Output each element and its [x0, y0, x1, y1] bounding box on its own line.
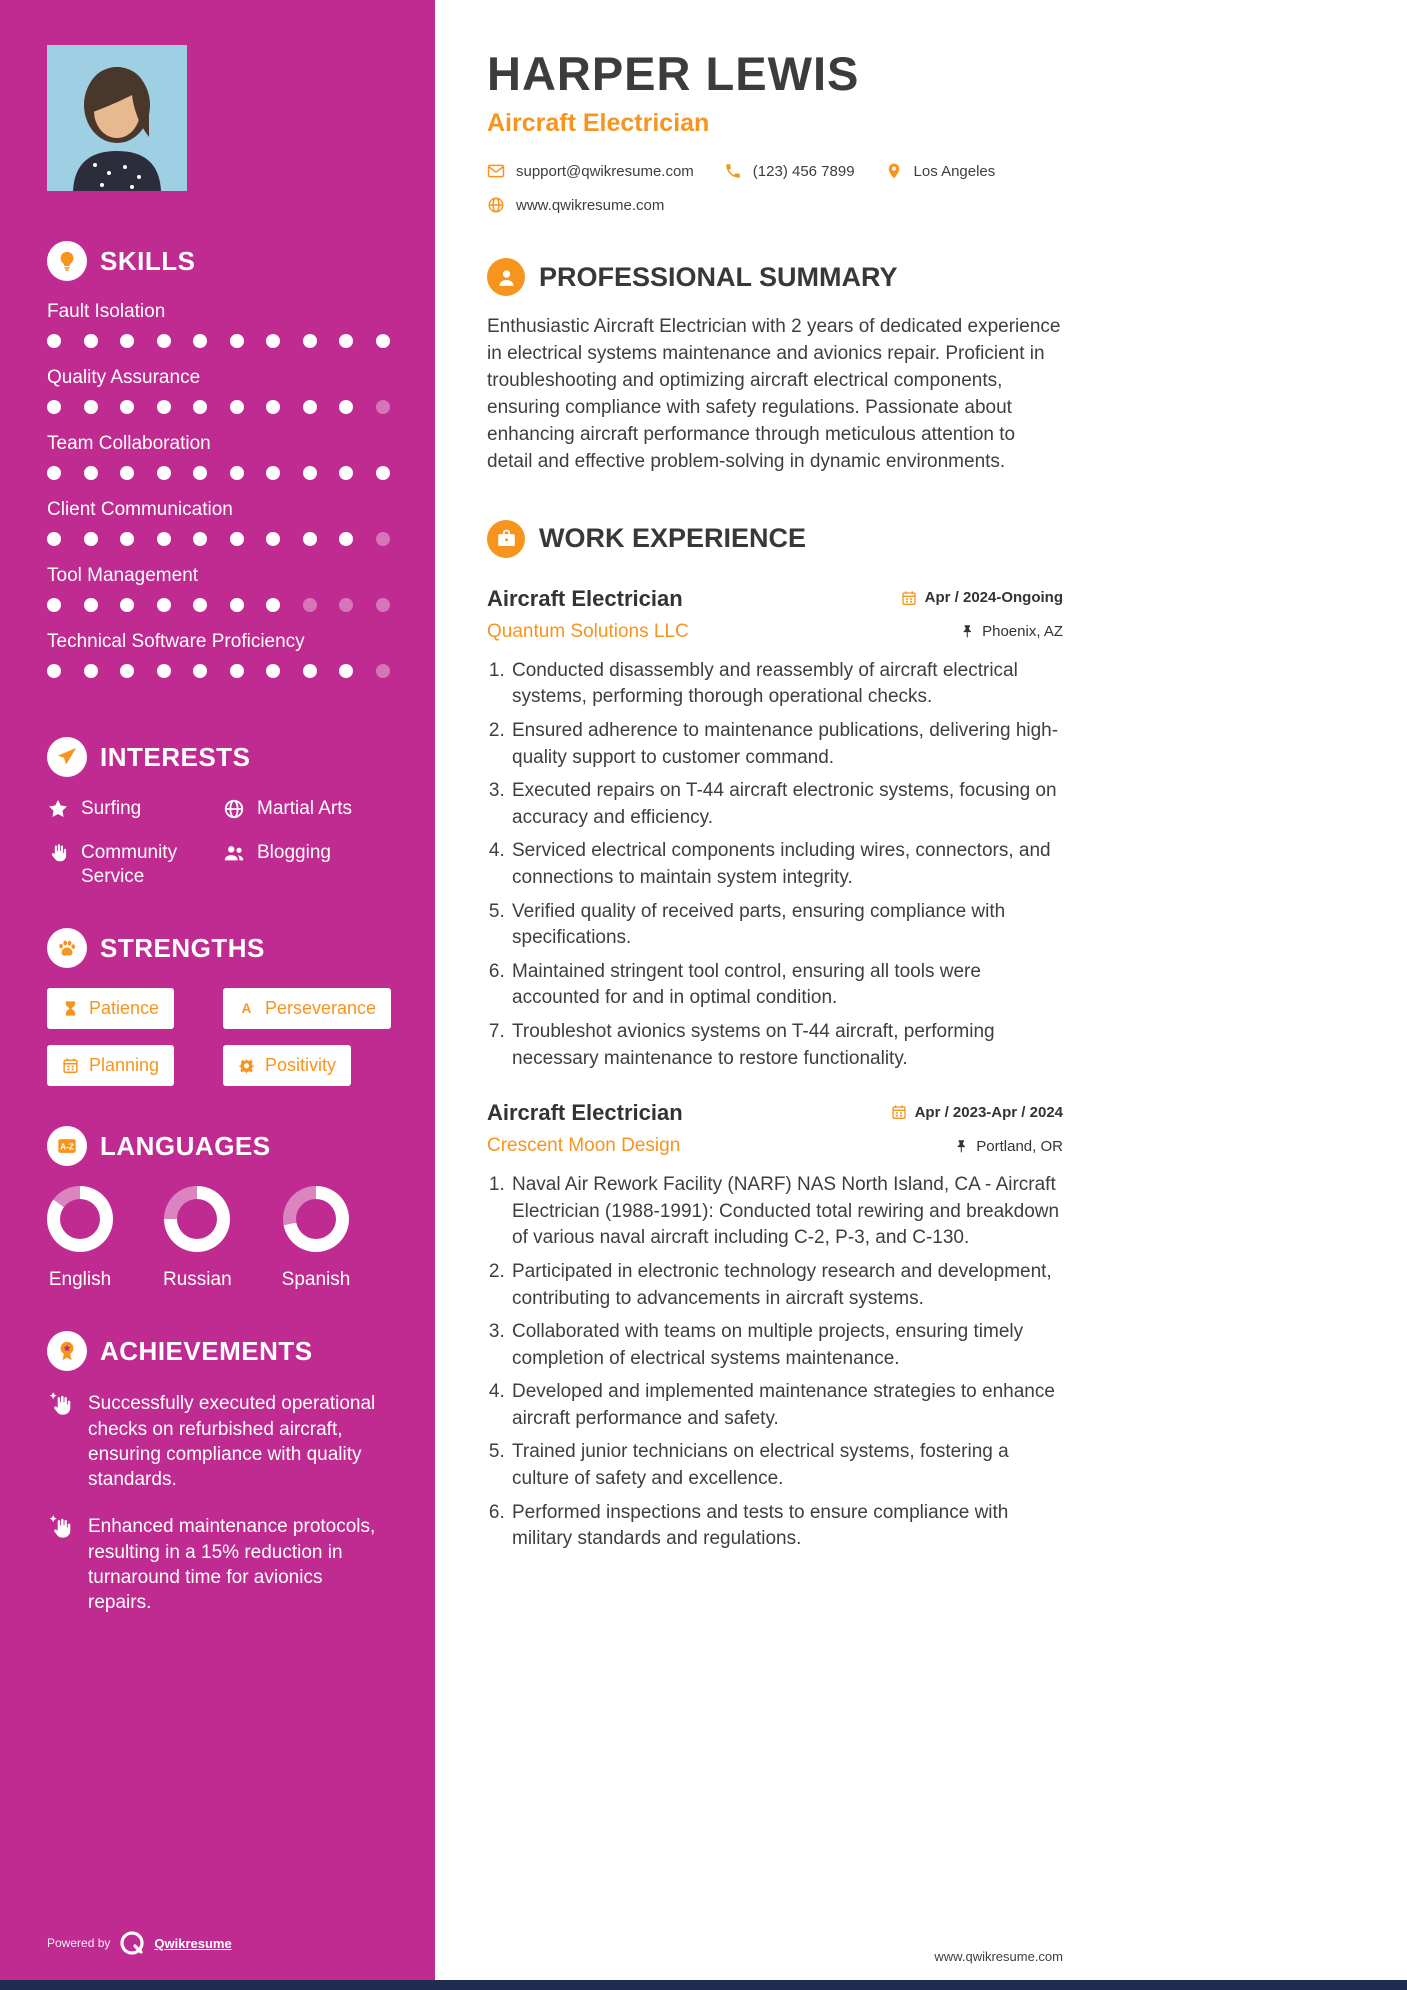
skill-dot — [339, 334, 353, 348]
achievements-list — [47, 1391, 391, 1615]
paper-plane-icon — [47, 737, 87, 777]
skill-item — [47, 565, 391, 612]
skill-dot — [193, 466, 207, 480]
users-icon — [223, 842, 245, 864]
languages-section — [47, 1126, 391, 1291]
skill-dot — [47, 532, 61, 546]
envelope-icon — [487, 162, 505, 180]
skill-level — [47, 466, 390, 480]
skill-name: Client Communication — [47, 499, 233, 520]
skill-dot — [303, 466, 317, 480]
calendar-icon — [62, 1057, 79, 1074]
strength-label: Patience — [89, 998, 160, 1019]
strengths-title: STRENGTHS — [100, 932, 265, 963]
language-label: Spanish — [281, 1269, 351, 1291]
person-role: Aircraft Electrician — [487, 109, 710, 137]
interests-section — [47, 737, 391, 888]
language-item — [282, 1186, 351, 1291]
job-location — [954, 1138, 1063, 1155]
strengths-list — [47, 988, 391, 1086]
pushpin-icon — [954, 1139, 969, 1154]
experience-header — [487, 520, 1063, 558]
interest-label: Community Service — [81, 841, 178, 887]
job-bullet: 3. Collaborated with teams on multiple projects, ensuring timely completion of electrical systems maintenance. — [510, 1319, 1063, 1372]
language-icon — [47, 1126, 87, 1166]
job-header-row — [487, 586, 1063, 612]
skill-dot — [303, 334, 317, 348]
skill-dot — [376, 598, 390, 612]
skill-dot — [47, 400, 61, 414]
interest-label: Martial Arts — [257, 798, 353, 819]
skill-dot — [266, 598, 280, 612]
sidebar — [0, 0, 435, 1990]
job-bullet: 4. Developed and implemented maintenance strategies to enhance aircraft performance and safety. — [510, 1379, 1063, 1432]
skill-name: Quality Assurance — [47, 367, 201, 388]
skills-list — [47, 301, 391, 678]
email-group — [487, 162, 694, 180]
skill-dot — [193, 664, 207, 678]
experience-section — [487, 520, 1063, 1553]
languages-list — [47, 1186, 391, 1291]
medal-icon — [47, 1331, 87, 1371]
job-location-text: Phoenix, AZ — [982, 623, 1063, 641]
profile-photo-image — [47, 45, 187, 191]
skill-dot — [193, 400, 207, 414]
skill-level — [47, 334, 390, 348]
strength-label: Perseverance — [264, 998, 376, 1019]
star-icon — [47, 798, 69, 820]
skill-dot — [84, 598, 98, 612]
skill-dot — [339, 532, 353, 546]
job-bullet: 7. Troubleshot avionics systems on T-44 aircraft, performing necessary maintenance to restore functionality. — [510, 1019, 1063, 1072]
skill-name: Technical Software Proficiency — [47, 631, 305, 652]
skill-item — [47, 433, 391, 480]
skill-dot — [266, 400, 280, 414]
pin-icon — [885, 162, 903, 180]
skill-name: Tool Management — [47, 565, 199, 586]
language-donut — [47, 1186, 113, 1252]
skill-dot — [47, 664, 61, 678]
language-item — [47, 1186, 113, 1291]
gear-icon — [238, 1057, 255, 1074]
job-bullet: 1. Conducted disassembly and reassembly of aircraft electrical systems, performing thorough operational checks. — [510, 658, 1063, 711]
skill-level — [47, 598, 390, 612]
skill-dot — [157, 334, 171, 348]
skill-dot — [266, 664, 280, 678]
person-name: HARPER LEWIS — [487, 47, 860, 100]
job-bullet: 4. Serviced electrical components including wires, connectors, and connections to maintain system integrity. — [510, 838, 1063, 891]
skill-dot — [157, 664, 171, 678]
skill-dot — [84, 400, 98, 414]
skill-dot — [303, 664, 317, 678]
skill-dot — [339, 664, 353, 678]
hand-sparkle-icon — [47, 1514, 74, 1541]
svg-text:A: A — [241, 1001, 252, 1017]
website-group — [487, 196, 664, 214]
font-icon — [238, 1000, 255, 1017]
interest-label: Blogging — [257, 841, 331, 863]
language-donut — [283, 1186, 349, 1252]
achievement-item — [47, 1391, 391, 1492]
strength-chip — [47, 1045, 174, 1086]
qwik-logo-icon — [119, 1930, 145, 1956]
phone-icon — [724, 162, 742, 180]
calendar-icon — [891, 1104, 907, 1120]
interests-list — [47, 797, 391, 888]
calendar-icon — [901, 590, 917, 606]
job-dates — [901, 589, 1063, 606]
resume-header — [487, 46, 1063, 214]
skill-dot — [120, 466, 134, 480]
skill-item — [47, 499, 391, 546]
skill-dot — [157, 532, 171, 546]
strength-label: Planning — [89, 1055, 160, 1076]
email-value[interactable]: support@qwikresume.com — [516, 162, 694, 180]
phone-group — [724, 162, 855, 180]
interests-header — [47, 737, 391, 777]
job-entry — [487, 1100, 1063, 1553]
interest-item — [223, 841, 391, 889]
skill-dot — [266, 532, 280, 546]
skill-dot — [339, 598, 353, 612]
job-dates-text: Apr / 2023-Apr / 2024 — [914, 1103, 1063, 1121]
job-entry — [487, 586, 1063, 1072]
skill-dot — [230, 532, 244, 546]
skill-dot — [230, 400, 244, 414]
job-bullet: 2. Ensured adherence to maintenance publications, delivering high-quality support to customer command. — [510, 718, 1063, 771]
strength-label: Positivity — [264, 1055, 336, 1076]
skill-item — [47, 631, 391, 678]
job-bullet: 3. Executed repairs on T-44 aircraft electronic systems, focusing on accuracy and efficiency. — [510, 778, 1063, 831]
language-label: English — [48, 1269, 112, 1291]
location-group — [885, 162, 996, 180]
skill-name: Team Collaboration — [47, 433, 211, 454]
achievement-text: Successfully executed operational checks on refurbished aircraft, ensuring compliance with quality standards. — [88, 1393, 376, 1491]
globe-icon — [487, 196, 505, 214]
skill-dot — [47, 598, 61, 612]
skill-dot — [376, 466, 390, 480]
powered-by-label: Powered by — [47, 1936, 111, 1950]
achievement-item — [47, 1514, 391, 1615]
skill-dot — [376, 664, 390, 678]
job-company: Crescent Moon Design — [487, 1135, 681, 1157]
skill-dot — [120, 532, 134, 546]
skill-level — [47, 532, 390, 546]
jobs-list — [487, 586, 1063, 1553]
summary-header — [487, 258, 1063, 296]
sidebar-footer — [47, 1930, 391, 1956]
skill-dot — [120, 598, 134, 612]
briefcase-icon — [487, 520, 525, 558]
bottom-bar — [0, 1980, 1407, 1990]
person-icon — [487, 258, 525, 296]
hand-sparkle-icon — [47, 1391, 74, 1418]
job-bullet: 6. Maintained stringent tool control, ensuring all tools were accounted for and in optimal condition. — [510, 959, 1063, 1012]
job-bullets — [487, 658, 1063, 1072]
skill-dot — [157, 598, 171, 612]
website-value[interactable]: www.qwikresume.com — [516, 196, 665, 214]
job-company: Quantum Solutions LLC — [487, 620, 689, 642]
language-donut — [164, 1186, 230, 1252]
contact-row-2 — [487, 196, 1063, 214]
job-bullet: 5. Verified quality of received parts, ensuring compliance with specifications. — [510, 899, 1063, 952]
language-label: Russian — [163, 1269, 232, 1291]
skill-dot — [157, 466, 171, 480]
skill-dot — [120, 664, 134, 678]
job-header-row — [487, 1100, 1063, 1126]
skill-dot — [303, 532, 317, 546]
skill-dot — [193, 334, 207, 348]
languages-title: LANGUAGES — [100, 1130, 271, 1161]
job-location — [960, 623, 1063, 640]
phone-value[interactable]: (123) 456 7899 — [752, 162, 855, 180]
skill-dot — [266, 334, 280, 348]
skill-dot — [47, 334, 61, 348]
skill-dot — [376, 532, 390, 546]
job-dates — [891, 1104, 1063, 1121]
summary-text: Enthusiastic Aircraft Electrician with 2 years of dedicated experience in electrical systems maintenance and avionics repair. Proficient in troubleshooting and optimizing aircraft electrical components, ensuring compliance with safety regulations. Passionate about enhancing aircraft performance through meticulous attention to detail and effective problem-solving in dynamic environments. — [487, 316, 1061, 472]
pushpin-icon — [960, 624, 975, 639]
summary-title: PROFESSIONAL SUMMARY — [539, 261, 898, 292]
qwikresume-brand-link[interactable]: Qwikresume — [154, 1935, 232, 1951]
job-subheader-row — [487, 1135, 1063, 1157]
skill-dot — [230, 466, 244, 480]
skill-dot — [230, 334, 244, 348]
achievement-text: Enhanced maintenance protocols, resulting in a 15% reduction in turnaround time for avionics repairs. — [88, 1516, 376, 1614]
svg-text:A-Z: A-Z — [60, 1142, 74, 1152]
location-value: Los Angeles — [913, 162, 996, 180]
skill-name: Fault Isolation — [47, 301, 166, 322]
strength-chip — [47, 988, 174, 1029]
skill-dot — [84, 334, 98, 348]
job-bullet: 6. Performed inspections and tests to ensure compliance with military standards and regulations. — [510, 1500, 1063, 1553]
skill-dot — [84, 466, 98, 480]
lightbulb-icon — [47, 241, 87, 281]
skills-section — [47, 241, 391, 697]
hand-icon — [47, 842, 69, 864]
hourglass-icon — [62, 1000, 79, 1017]
skill-dot — [47, 466, 61, 480]
summary-section — [487, 258, 1063, 476]
achievements-title: ACHIEVEMENTS — [100, 1335, 313, 1366]
achievements-section — [47, 1331, 391, 1637]
contact-row-1 — [487, 162, 1063, 180]
experience-title: WORK EXPERIENCE — [539, 523, 807, 554]
job-dates-text: Apr / 2024-Ongoing — [924, 589, 1063, 607]
skill-item — [47, 301, 391, 348]
profile-photo — [47, 45, 187, 191]
interest-item — [47, 841, 215, 889]
job-subheader-row — [487, 621, 1063, 643]
job-bullet: 5. Trained junior technicians on electrical systems, fostering a culture of safety and excellence. — [510, 1439, 1063, 1492]
skill-item — [47, 367, 391, 414]
skill-dot — [230, 598, 244, 612]
strength-chip — [223, 1045, 351, 1086]
skill-dot — [339, 400, 353, 414]
skills-title: SKILLS — [100, 245, 196, 276]
skill-dot — [193, 532, 207, 546]
skill-dot — [120, 334, 134, 348]
skill-dot — [376, 400, 390, 414]
interest-item — [223, 797, 391, 821]
job-bullet: 2. Participated in electronic technology research and development, contributing to advancements in aircraft systems. — [510, 1259, 1063, 1312]
globe-icon — [223, 798, 245, 820]
footer-website[interactable]: www.qwikresume.com — [934, 1949, 1063, 1964]
skill-dot — [266, 466, 280, 480]
contact-block — [487, 162, 1063, 214]
skill-dot — [120, 400, 134, 414]
strengths-section — [47, 928, 391, 1086]
strengths-header — [47, 928, 391, 968]
main-content — [435, 0, 1407, 1990]
skill-dot — [376, 334, 390, 348]
interests-title: INTERESTS — [100, 741, 251, 772]
interest-item — [47, 797, 215, 821]
language-item — [163, 1186, 232, 1291]
skill-dot — [339, 466, 353, 480]
skill-level — [47, 400, 390, 414]
job-role: Aircraft Electrician — [487, 1100, 683, 1126]
job-bullets — [487, 1172, 1063, 1553]
skill-dot — [303, 598, 317, 612]
interest-label: Surfing — [81, 798, 142, 819]
skill-dot — [84, 532, 98, 546]
skill-dot — [157, 400, 171, 414]
achievements-header — [47, 1331, 391, 1371]
languages-header — [47, 1126, 391, 1166]
job-role: Aircraft Electrician — [487, 585, 683, 611]
skill-level — [47, 664, 390, 678]
skill-dot — [193, 598, 207, 612]
skills-header — [47, 241, 391, 281]
skill-dot — [84, 664, 98, 678]
paw-icon — [47, 928, 87, 968]
strength-chip — [223, 988, 391, 1029]
skill-dot — [230, 664, 244, 678]
job-bullet: 1. Naval Air Rework Facility (NARF) NAS North Island, CA - Aircraft Electrician (1988-1991): Conducted total rewiring and breakdown of various naval aircraft including C-2, P-3, and C-130. — [510, 1172, 1063, 1252]
skill-dot — [303, 400, 317, 414]
job-location-text: Portland, OR — [976, 1137, 1063, 1155]
